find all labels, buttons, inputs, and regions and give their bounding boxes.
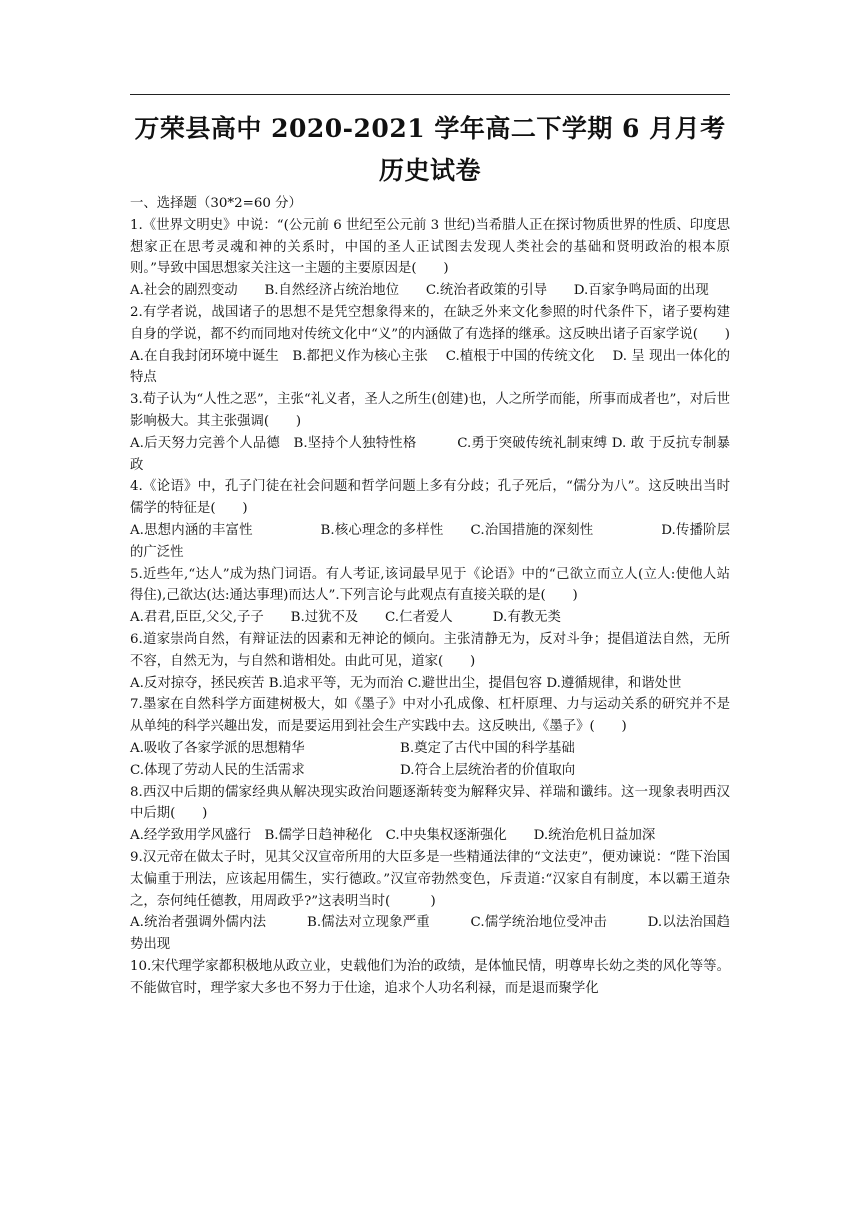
option-a: A.吸收了各家学派的思想精华	[130, 740, 305, 756]
question-7	[130, 694, 730, 781]
exam-title: 万荣县高中 2020-2021 学年高二下学期 6 月月考	[134, 114, 726, 143]
exam-body	[130, 193, 730, 999]
question-stem: 7.墨家在自然科学方面建树极大，如《墨子》中对小孔成像、杠杆原理、力与运动关系的研究并不是从单纯的科学兴趣出发，而是要运用到社会生产实践中去。这反映出,《墨子》( )	[130, 697, 730, 735]
question-stem: 3.荀子认为“人性之恶”，主张“礼义者，圣人之所生(创建)也，人之所学而能，所事而成者也”，对后世影响极大。其主张强调( )	[130, 392, 730, 429]
question-stem: 5.近些年,“达人”成为热门词语。有人考证,该词最早见于《论语》中的“己欲立而立人(立人:使他人站得住),己欲达(达:通达事理)而达人”.下列言论与此观点有直接关联的是( )	[130, 566, 730, 604]
question-6	[130, 629, 730, 694]
question-options: A.反对掠夺，拯民疾苦 B.追求平等，无为而治 C.避世出尘，提倡包容 D.遵循规律，和谐处世	[130, 675, 682, 691]
question-10	[130, 956, 730, 1000]
question-stem: 10.宋代理学家都积极地从政立业，史载他们为治的政绩，是体恤民情，明尊卑长幼之类的风化等等。不能做官时，理学家大多也不努力于仕途，追求个人功名利禄，而是退而聚学化	[130, 958, 730, 996]
question-stem: 6.道家崇尚自然，有辩证法的因素和无神论的倾向。主张清静无为，反对斗争；提倡道法自然，无所不容，自然无为，与自然和谐相处。由此可见，道家( )	[130, 631, 730, 669]
exam-subject-title: 历史试卷	[378, 156, 481, 185]
option-b: B.奠定了古代中国的科学基础	[400, 740, 575, 756]
question-options: A.后天努力完善个人品德 B.坚持个人独特性格 C.勇于突破传统礼制束缚 D. 敢 于反抗专制暴政	[130, 435, 730, 473]
question-stem: 9.汉元帝在做太子时，见其父汉宣帝所用的大臣多是一些精通法律的“文法吏”，便劝谏说：“陛下治国太偏重于刑法，应该起用儒生，实行德政。”汉宣帝勃然变色，斥责道:“汉家自有制度，本以霸王道杂之，奈何纯任德教，用周政乎?”这表明当时( )	[130, 849, 730, 909]
question-options: A.在自我封闭环境中诞生 B.都把义作为核心主张 C.植根于中国的传统文化 D. 呈 现出一体化的特点	[130, 348, 730, 386]
question-9	[130, 847, 730, 956]
question-options: A.思想内涵的丰富性 B.核心理念的多样性 C.治国措施的深刻性 D.传播阶层的广泛性	[130, 522, 730, 560]
question-options: A.统治者强调外儒内法 B.儒法对立现象严重 C.儒学统治地位受冲击 D.以法治国趋势出现	[130, 915, 730, 953]
section-heading: 一、选择题（30*2=60 分）	[130, 196, 302, 211]
question-1	[130, 215, 730, 302]
question-options	[130, 738, 730, 782]
option-c: C.体现了劳动人民的生活需求	[130, 762, 305, 778]
question-options: A.君君,臣臣,父父,子子 B.过犹不及 C.仁者爱人 D.有教无类	[130, 610, 561, 626]
question-4	[130, 476, 730, 563]
question-stem: 8.西汉中后期的儒家经典从解决现实政治问题逐渐转变为解释灾异、祥瑞和谶纬。这一现象表明西汉中后期( )	[130, 784, 730, 822]
question-3	[130, 389, 730, 476]
question-5	[130, 564, 730, 629]
question-stem: 2.有学者说，战国诸子的思想不是凭空想象得来的，在缺乏外来文化参照的时代条件下，诸子要构建自身的学说，都不约而同地对传统文化中“义”的内涵做了有选择的继承。这反映出诸子百家学说( )	[130, 304, 730, 342]
question-options: A.社会的剧烈变动 B.自然经济占统治地位 C.统治者政策的引导 D.百家争鸣局面的出现	[130, 283, 709, 299]
question-options: A.经学致用学风盛行 B.儒学日趋神秘化 C.中央集权逐渐强化 D.统治危机日益加深	[130, 828, 656, 844]
option-d: D.符合上层统治者的价值取向	[400, 762, 576, 778]
question-8	[130, 782, 730, 847]
question-stem: 4.《论语》中，孔子门徒在社会问题和哲学问题上多有分歧；孔子死后，“儒分为八”。这反映出当时儒学的特征是( )	[130, 479, 730, 517]
question-stem: 1.《世界文明史》中说：“(公元前 6 世纪至公元前 3 世纪)当希腊人正在探讨物质世界的性质、印度思想家正在思考灵魂和神的关系时，中国的圣人正试图去发现人类社会的基础和贤明政治的根本原则。”导致中国思想家关注这一主题的主要原因是( )	[130, 217, 730, 277]
header-rule	[130, 94, 730, 95]
question-2	[130, 302, 730, 389]
